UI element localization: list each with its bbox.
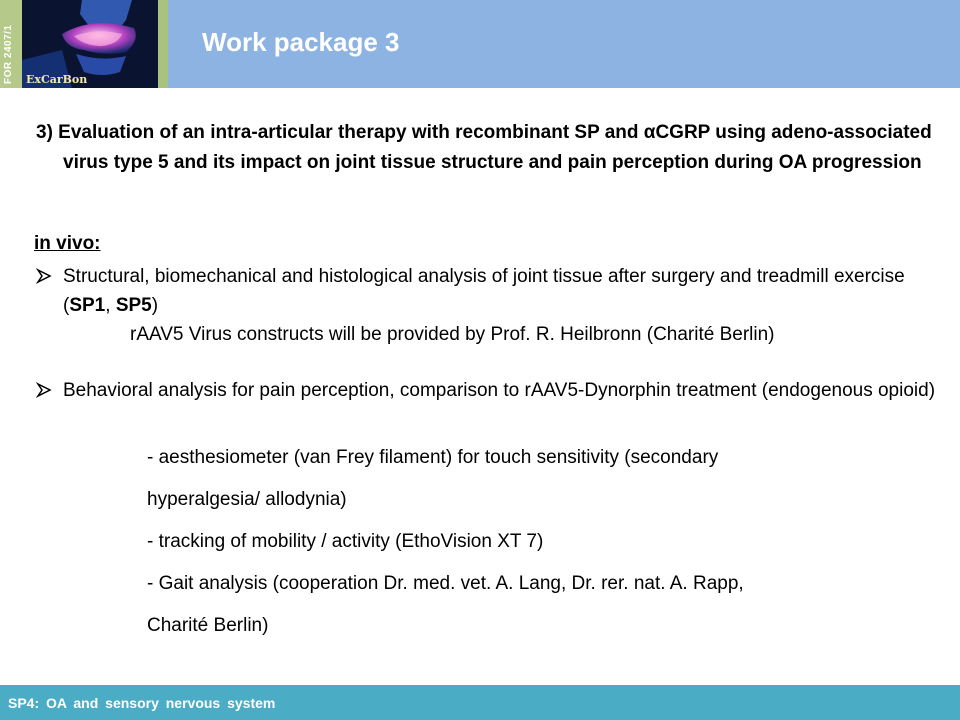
sub-item-list: [147, 443, 744, 653]
list-item: - aesthesiometer (van Frey filament) for touch sensitivity (secondary: [147, 447, 719, 468]
footer-bar: [0, 685, 960, 720]
bullet-text: Behavioral analysis for pain perception, comparison to rAAV5-Dynorphin treatment (endogenous opioid): [63, 380, 936, 401]
footer-label: SP4: OA and sensory nervous system: [8, 695, 276, 711]
sp1-ref: SP1: [69, 295, 106, 316]
section-heading: 3) Evaluation of an intra-articular therapy with recombinant SP and αCGRP using adeno-associated virus type 5 and its impact on joint tissue structure and pain perception during OA progression: [36, 122, 932, 173]
slide-title: Work package 3: [202, 27, 400, 57]
bullet-item-behavioral: [36, 376, 941, 405]
bullet-item-structural: [36, 262, 941, 320]
arrow-bullet-icon: [36, 376, 56, 408]
excarbon-logo: [22, 0, 158, 88]
arrow-bullet-icon: [36, 262, 56, 294]
in-vivo-label: in vivo:: [34, 233, 101, 254]
logo-strip: [158, 0, 168, 88]
list-item: - tracking of mobility / activity (EthoVision XT 7): [147, 531, 544, 552]
list-item: - Gait analysis (cooperation Dr. med. vet. A. Lang, Dr. rer. nat. A. Rapp,: [147, 573, 744, 594]
main-content: [36, 118, 946, 178]
bullet-text: Structural, biomechanical and histological analysis of joint tissue after surgery and treadmill exercise (SP1, SP5): [63, 266, 905, 316]
list-item: hyperalgesia/ allodynia): [147, 489, 347, 510]
side-label: FOR 2407/1: [3, 24, 14, 84]
header-bar: [0, 0, 960, 88]
list-item: Charité Berlin): [147, 615, 269, 636]
logo-label: ExCarBon: [26, 73, 88, 86]
side-strip: [0, 0, 22, 88]
sp5-ref: SP5: [115, 295, 152, 316]
virus-construct-note: rAAV5 Virus constructs will be provided by Prof. R. Heilbronn (Charité Berlin): [130, 324, 775, 345]
